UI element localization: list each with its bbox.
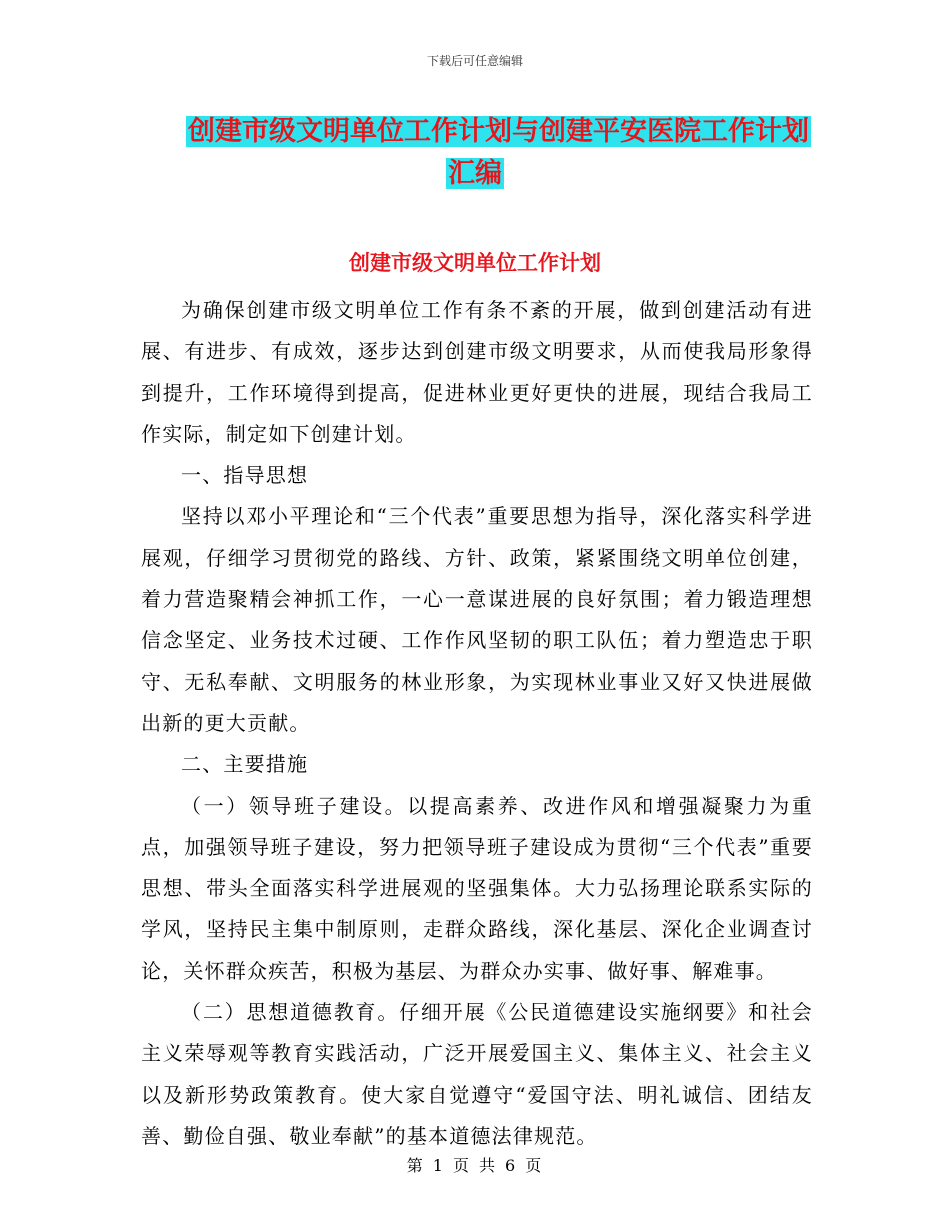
section-title: 创建市级文明单位工作计划 (349, 251, 601, 275)
guiding-ideology-paragraph: 坚持以邓小平理论和“三个代表”重要思想为指导，深化落实科学进展观，仔细学习贯彻党的路线、方针、政策，紧紧围绕文明单位创建，着力营造聚精会神抓工作，一心一意谋进展的良好氛围；着力锻造理想信念坚定、业务技术过硬、工作作风坚韧的职工队伍；着力塑造忠于职守、无私奉献、文明服务的林业形象，为实现林业事业又好又快进展做出新的更大贡献。 (141, 504, 813, 735)
title-line-2-text: 汇编 (448, 158, 502, 189)
footer-prefix: 第 (406, 1156, 425, 1175)
heading-guiding-ideology: 一、指导思想 (181, 463, 309, 488)
footer-suffix: 页 (525, 1156, 544, 1175)
page-footer (0, 1153, 950, 1176)
document-title-line-2 (0, 154, 950, 194)
heading-main-measures: 二、主要措施 (181, 752, 309, 777)
footer-mid: 页 (452, 1156, 471, 1175)
total-page-count: 6 (505, 1156, 518, 1175)
measure-1-paragraph: （一）领导班子建设。以提高素养、改进作风和增强凝聚力为重点，加强领导班子建设，努力把领导班子建设成为贯彻“三个代表”重要思想、带头全面落实科学进展观的坚强集体。大力弘扬理论联系实际的学风，坚持民主集中制原则，走群众路线，深化基层、深化企业调查讨论，关怀群众疾苦，积极为基层、为群众办实事、做好事、解难事。 (141, 793, 813, 983)
current-page-number: 1 (432, 1156, 445, 1175)
intro-paragraph: 为确保创建市级文明单位工作有条不紊的开展，做到创建活动有进展、有进步、有成效，逐步达到创建市级文明要求，从而使我局形象得到提升，工作环境得到提高，促进林业更好更快的进展，现结合我局工作实际，制定如下创建计划。 (141, 298, 813, 446)
document-title-line-1 (0, 112, 950, 152)
title-line-1-text: 创建市级文明单位工作计划与创建平安医院工作计划 (188, 116, 809, 147)
header-note: 下载后可任意编辑 (426, 54, 523, 68)
measure-2-paragraph: （二）思想道德教育。仔细开展《公民道德建设实施纲要》和社会主义荣辱观等教育实践活动，广泛开展爱国主义、集体主义、社会主义以及新形势政策教育。使大家自觉遵守“爱国守法、明礼诚信、团结友善、勤俭自强、敬业奉献”的基本道德法律规范。 (141, 1000, 813, 1148)
footer-total-label: 共 (479, 1156, 498, 1175)
document-body (141, 290, 813, 1157)
